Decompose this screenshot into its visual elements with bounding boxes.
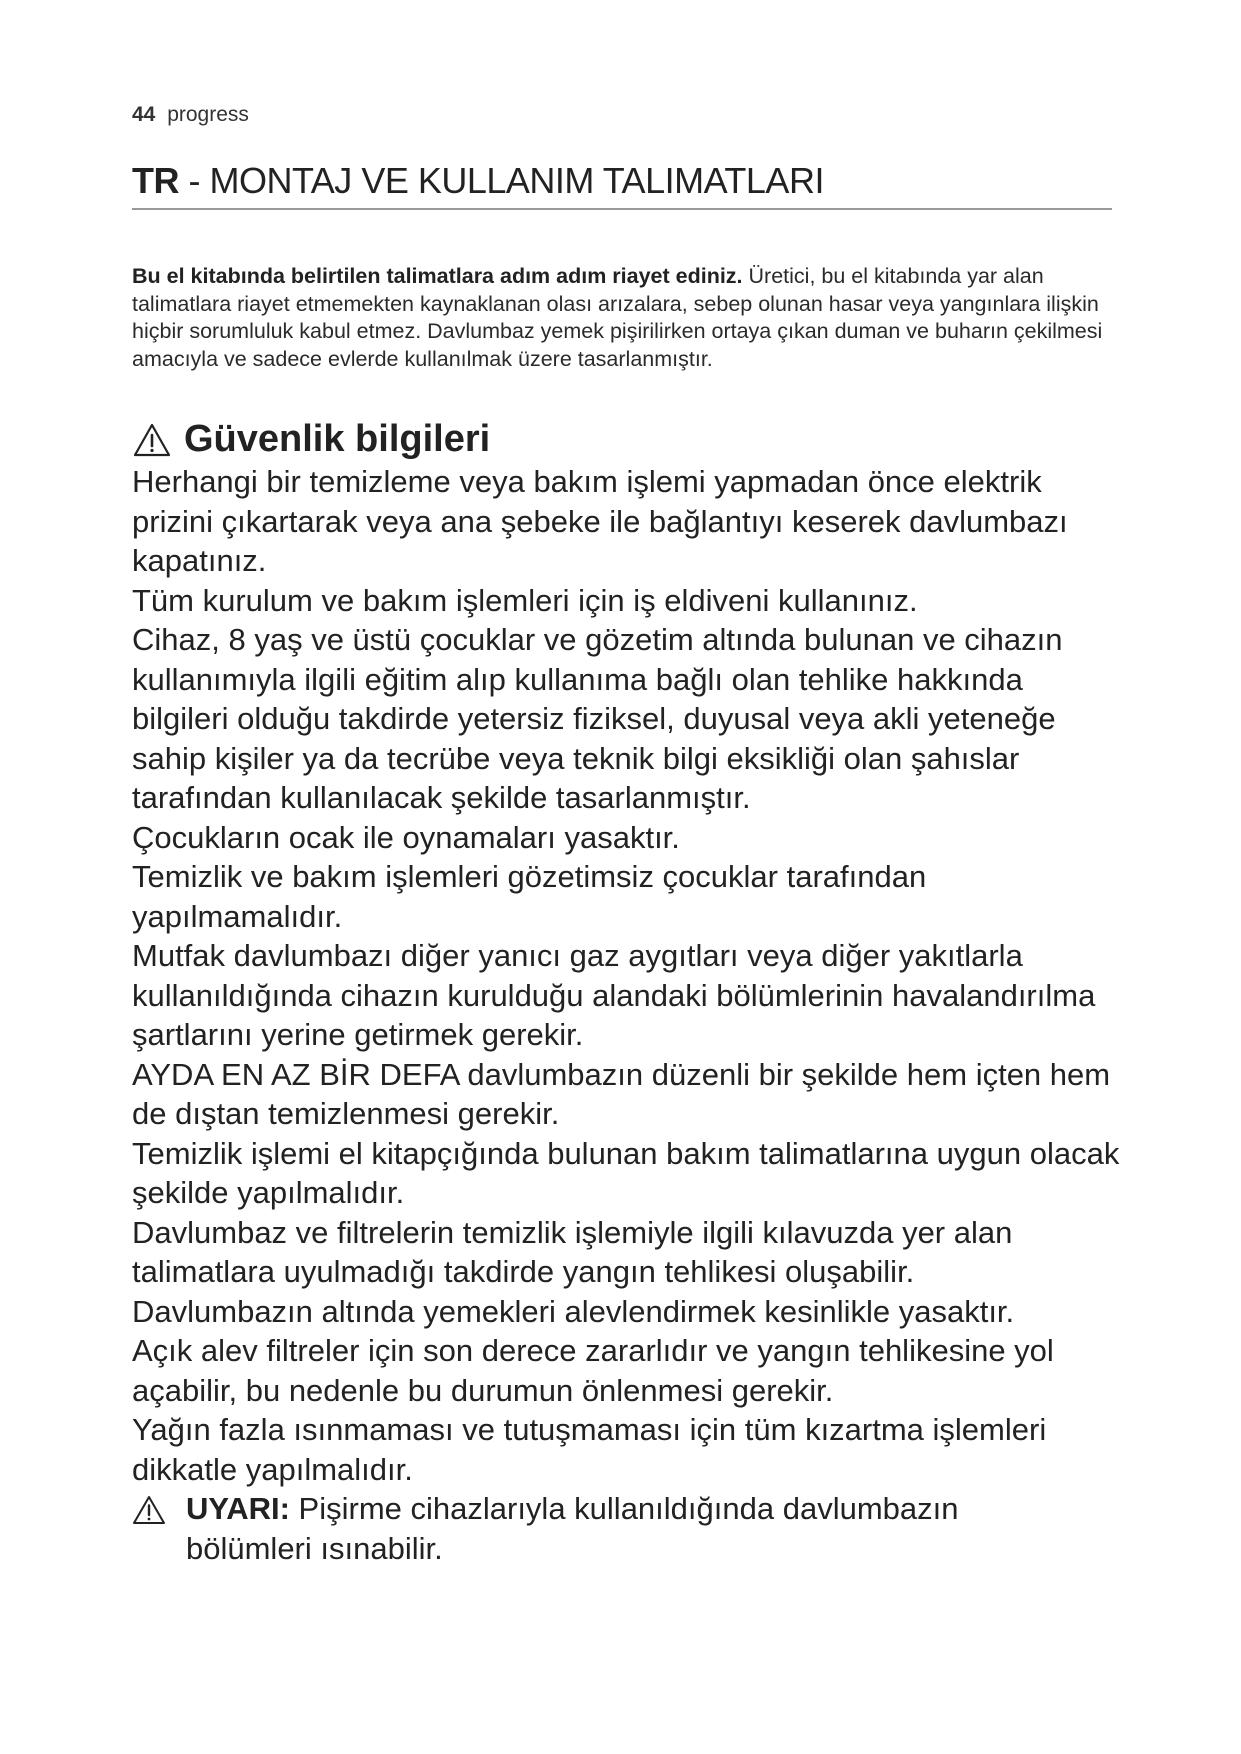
intro-text: Üretici, bu el kitabında yar alan talimatlara riayet etmemekten kaynaklanan olası arızalara, sebep olunan hasar veya yangınlara ilişkin hiçbir sorumluluk kabul etmez. Davlumbaz yemek pişirilirken ortaya çıkan duman ve buharın çekilmesi amacıyla ve sadece evlerde kullanılmak üzere tasarlanmıştır. [132, 264, 1103, 371]
safety-paragraph: Temizlik ve bakım işlemleri gözetimsiz çocuklar tarafından yapılmamalıdır. [132, 859, 927, 934]
safety-paragraph: Cihaz, 8 yaş ve üstü çocuklar ve gözetim altında bulunan ve cihazın kullanımıyla ilgili eğitim alıp kullanıma bağlı olan tehlike hakkında bilgileri olduğu takdirde yetersiz fiziksel, duyusal veya akli yeteneğe sahip kişiler ya da tecrübe veya teknik bilgi eksikliği olan şahıslar tarafından kullanılacak şekilde tasarlanmıştır. [132, 622, 1063, 815]
safety-paragraph: Açık alev filtreler için son derece zararlıdır ve yangın tehlikesine yol açabilir, bu nedenle bu durumun önlenmesi gerekir. [132, 1333, 1054, 1408]
safety-heading-text: Güvenlik bilgileri [184, 418, 491, 460]
language-code: TR [132, 160, 179, 201]
safety-paragraph: Tüm kurulum ve bakım işlemleri için iş eldiveni kullanınız. [132, 582, 918, 618]
brand-name: progress [167, 103, 249, 126]
safety-paragraph: Yağın fazla ısınmaması ve tutuşmaması için tüm kızartma işlemleri dikkatle yapılmalıdır. [132, 1412, 1047, 1487]
title-text: - MONTAJ VE KULLANIM TALIMATLARI [179, 160, 824, 201]
intro-lead: Bu el kitabında belirtilen talimatlara adım adım riayet ediniz. [132, 264, 743, 288]
safety-paragraph: AYDA EN AZ BİR DEFA davlumbazın düzenli bir şekilde hem içten hem de dıştan temizlenmesi gerekir. [132, 1056, 1111, 1131]
warning-text: Pişirme cihazlarıyla kullanıldığında davlumbazın bölümleri ısınabilir. [186, 1491, 959, 1566]
page-number: 44 [132, 103, 156, 126]
warning-triangle-icon [132, 1495, 166, 1525]
warning-label: UYARI: [186, 1491, 290, 1526]
safety-heading [132, 418, 490, 461]
safety-paragraph: Davlumbaz ve filtrelerin temizlik işlemiyle ilgili kılavuzda yer alan talimatlara uyulmadığı takdirde yangın tehlikesi oluşabilir. [132, 1214, 1013, 1289]
page-title [132, 160, 1112, 210]
safety-paragraph: Herhangi bir temizleme veya bakım işlemi yapmadan önce elektrik prizini çıkartarak veya ana şebeke ile bağlantıyı keserek davlumbazı kapatınız. [132, 464, 1068, 578]
safety-paragraph: Davlumbazın altında yemekleri alevlendirmek kesinlikle yasaktır. [132, 1293, 1015, 1329]
safety-body [132, 462, 1122, 1568]
page-header [132, 103, 249, 127]
safety-paragraph: Temizlik işlemi el kitapçığında bulunan bakım talimatlarına uygun olacak şekilde yapılmalıdır. [132, 1135, 1120, 1210]
warning-text-block [186, 1489, 1086, 1568]
safety-paragraph: Mutfak davlumbazı diğer yanıcı gaz aygıtları veya diğer yakıtlarla kullanıldığında cihazın kurulduğu alandaki bölümlerinin havalandırılma şartlarını yerine getirmek gerekir. [132, 938, 1096, 1052]
safety-paragraph: Çocukların ocak ile oynamaları yasaktır. [132, 819, 680, 855]
intro-paragraph [132, 263, 1122, 373]
warning-triangle-icon [132, 422, 172, 458]
warning-note [132, 1489, 1122, 1568]
